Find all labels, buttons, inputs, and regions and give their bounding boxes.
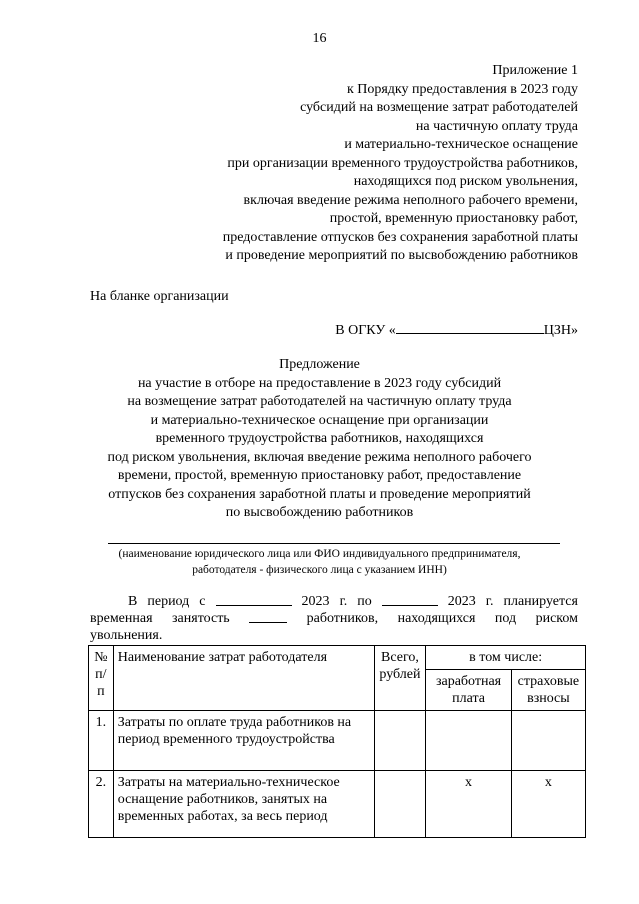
period-word: по — [357, 594, 372, 609]
page-number: 16 — [312, 31, 327, 46]
table-row — [89, 771, 586, 838]
workers-count-blank — [249, 610, 287, 623]
annex-line: предоставление отпусков без сохранения заработной платы — [222, 229, 578, 245]
row-total-cell[interactable] — [374, 711, 426, 771]
annex-line: и проведение мероприятий по высвобождению работников — [225, 248, 578, 263]
addressee-prefix: В ОГКУ « — [335, 323, 396, 338]
period-word: период — [147, 594, 190, 609]
period-word: г. — [485, 594, 494, 609]
caption-line: работодателя - физического лица с указанием ИНН) — [192, 564, 447, 576]
proposal-line: времени, простой, временную приостановку работ, предоставление — [117, 468, 522, 483]
period-word: 2023 — [301, 594, 330, 609]
caption-line: (наименование юридического лица или ФИО индивидуального предпринимателя, — [118, 548, 521, 560]
period-word: с — [199, 594, 206, 609]
annex-line: включая введение режима неполного рабочего времени, — [243, 192, 578, 208]
period-word: 2023 — [447, 594, 476, 609]
row-cost-name: Затраты по оплате труда работников на период временного трудоустройства — [113, 711, 374, 771]
period-word: под — [494, 611, 517, 626]
annex-line: простой, временную приостановку работ, — [329, 211, 578, 226]
header-cost-name: Наименование затрат работодателя — [113, 646, 374, 711]
end-date-blank — [382, 593, 438, 606]
annex-line: на частичную оплату труда — [415, 118, 578, 134]
row-total-cell[interactable] — [374, 771, 426, 838]
header-including: в том числе: — [426, 646, 586, 670]
organization-name-line — [108, 543, 560, 544]
period-paragraph — [90, 593, 578, 644]
proposal-line: на участие в отборе на предоставление в 2023 году субсидий — [137, 375, 502, 391]
row-insurance-cell: х — [511, 771, 585, 838]
addressee-blank — [396, 321, 544, 334]
annex-line: при организации временного трудоустройства работников, — [227, 155, 578, 171]
proposal-line: временного трудоустройства работников, находящихся — [155, 431, 484, 446]
proposal-line: отпусков без сохранения заработной платы и проведение мероприятий — [108, 486, 531, 502]
annex-line: находящихся под риском увольнения, — [353, 174, 578, 189]
row-number: 1. — [89, 711, 114, 771]
proposal-title — [0, 356, 639, 523]
annex-line: субсидий на возмещение затрат работодателей — [300, 100, 578, 115]
annex-line: к Порядку предоставления в 2023 году — [346, 81, 578, 97]
start-date-blank — [216, 593, 292, 606]
addressee — [335, 321, 578, 340]
header-salary: заработная плата — [426, 670, 511, 711]
annex-line: Приложение 1 — [492, 63, 578, 78]
period-word: работников, — [306, 611, 379, 626]
organization-name-caption — [0, 546, 639, 578]
period-word: В — [128, 594, 138, 609]
row-cost-name: Затраты на материально-техническое оснащение работников, занятых на временных работах, за весь период — [113, 771, 374, 838]
annex-heading — [223, 62, 578, 266]
period-word: занятость — [172, 611, 230, 626]
header-insurance: страховые взносы — [511, 670, 585, 711]
proposal-line: под риском увольнения, включая введение режима неполного рабочего — [107, 449, 532, 465]
proposal-line: по высвобождению работников — [225, 505, 414, 520]
annex-line: и материально-техническое оснащение — [344, 137, 578, 152]
addressee-suffix: ЦЗН» — [543, 323, 578, 338]
proposal-line: и материально-техническое оснащение при организации — [150, 412, 489, 428]
row-insurance-cell[interactable] — [511, 711, 585, 771]
table-row — [89, 711, 586, 771]
period-word: г. — [339, 594, 348, 609]
period-line-2 — [90, 610, 578, 627]
letterhead-note: На бланке организации — [90, 289, 229, 304]
costs-table — [88, 645, 586, 838]
period-line-3: увольнения. — [90, 628, 163, 643]
period-word: находящихся — [397, 611, 476, 626]
proposal-line: Предложение — [279, 357, 360, 372]
period-line-1 — [90, 593, 578, 610]
row-number: 2. — [89, 771, 114, 838]
header-total: Всего, рублей — [374, 646, 426, 711]
period-word: планируется — [503, 594, 578, 609]
row-salary-cell[interactable] — [426, 711, 511, 771]
period-word: временная — [90, 611, 153, 626]
header-number: № п/п — [89, 646, 114, 711]
proposal-line: на возмещение затрат работодателей на частичную оплату труда — [127, 394, 512, 409]
period-word: риском — [535, 611, 578, 626]
row-salary-cell: х — [426, 771, 511, 838]
